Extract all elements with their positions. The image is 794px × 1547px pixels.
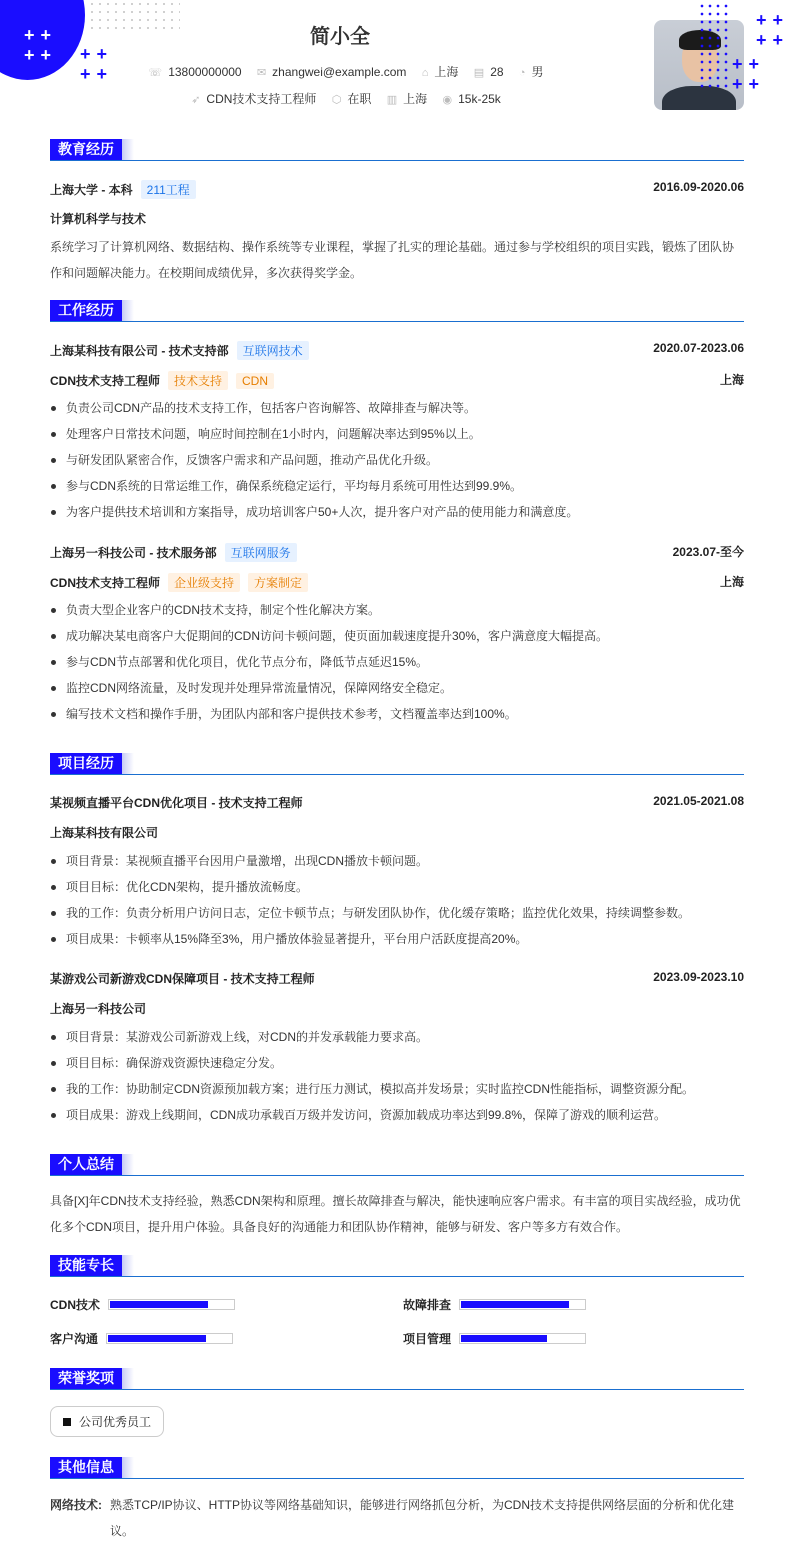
job-role	[50, 371, 744, 390]
list-item: 成功解决某电商客户大促期间的CDN访问卡顿问题，使页面加载速度提升30%，客户满意度大幅提高。	[50, 623, 744, 649]
skill-bar	[108, 1299, 235, 1310]
section-summary	[50, 1154, 744, 1176]
role: CDN技术支持工程师	[50, 576, 160, 590]
list-item: 编写技术文档和操作手册，为团队内部和客户提供技术参考，文档覆盖率达到100%。	[50, 701, 744, 727]
list-item: 参与CDN节点部署和优化项目，优化节点分布，降低节点延迟15%。	[50, 649, 744, 675]
skill-bar	[106, 1333, 233, 1344]
gender-icon: ◔	[518, 67, 526, 79]
candidate-name: 简小全	[310, 26, 370, 48]
age: 28	[490, 65, 504, 79]
city: 上海	[434, 65, 459, 79]
award-item	[50, 1406, 164, 1437]
salary: 15k-25k	[458, 92, 501, 106]
list-item: 项目成果：游戏上线期间，CDN成功承载百万级并发访问，资源加载成功率达到99.8%，保障了游戏的顺利运营。	[50, 1102, 744, 1128]
list-item: 我的工作：协助制定CDN资源预加载方案；进行压力测试，模拟高并发场景；实时监控CDN性能指标，调整资源分配。	[50, 1076, 744, 1102]
list-item: 负责公司CDN产品的技术支持工作，包括客户咨询解答、故障排查与解决等。	[50, 395, 744, 421]
status: 在职	[347, 92, 372, 106]
date: 2016.09-2020.06	[653, 180, 744, 194]
major: 计算机科学与技术	[50, 212, 147, 226]
gender: 男	[531, 65, 544, 79]
list-item: 处理客户日常技术问题，响应时间控制在1小时内，问题解决率达到95%以上。	[50, 421, 744, 447]
section-title: 荣誉奖项	[50, 1368, 122, 1389]
tag: 企业级支持	[168, 573, 240, 592]
section-title: 技能专长	[50, 1255, 122, 1276]
section-projects	[50, 753, 744, 775]
education-header	[50, 180, 744, 199]
tag: 技术支持	[168, 371, 228, 390]
list-item: 项目目标：确保游戏资源快速稳定分发。	[50, 1050, 744, 1076]
education-desc: 系统学习了计算机网络、数据结构、操作系统等专业课程，掌握了扎实的理论基础。通过参与学校组织的项目实践，锻炼了团队协作和问题解决能力。在校期间成绩优异，多次获得奖学金。	[50, 240, 735, 280]
section-education	[50, 139, 744, 161]
other-label: 网络技术:	[50, 1498, 102, 1512]
decor-plus: ++ ++	[24, 25, 58, 65]
tag: CDN	[236, 373, 274, 389]
skill-name: 客户沟通	[50, 1332, 99, 1346]
skill-bar-fill	[461, 1335, 547, 1342]
building-icon: ▥	[386, 94, 398, 106]
section-title: 教育经历	[50, 139, 122, 160]
decor-plus: ++ ++	[80, 44, 114, 84]
project-company: 上海另一科技公司	[50, 1002, 147, 1016]
salary-icon: ◉	[442, 94, 453, 106]
list-item: 我的工作：负责分析用户访问日志，定位卡顿节点；与研发团队协作，优化缓存策略；监控优化效果，持续调整参数。	[50, 900, 744, 926]
project-name: 某视频直播平台CDN优化项目 - 技术支持工程师	[50, 796, 303, 810]
industry-tag: 互联网服务	[225, 543, 297, 562]
list-item: 为客户提供技术培训和方案指导，成功培训客户50+人次，提升客户对产品的使用能力和满意度。	[50, 499, 744, 525]
phone: 13800000000	[168, 65, 242, 79]
section-title: 个人总结	[50, 1154, 122, 1175]
section-other	[50, 1457, 744, 1479]
decor-plus: ++ ++	[756, 10, 790, 50]
skill-item	[403, 1330, 586, 1347]
skill-item	[50, 1330, 233, 1347]
city: 上海	[719, 373, 744, 387]
tag: 方案制定	[248, 573, 308, 592]
skill-bar-fill	[108, 1335, 206, 1342]
square-bullet-icon	[63, 1418, 71, 1426]
award-name: 公司优秀员工	[79, 1415, 152, 1429]
job-duties	[50, 395, 744, 525]
city: 上海	[719, 575, 744, 589]
skill-bar-fill	[110, 1301, 208, 1308]
position: CDN技术支持工程师	[206, 92, 317, 106]
home-icon: ⌂	[421, 67, 429, 79]
project-header	[50, 970, 744, 987]
skill-bar	[459, 1299, 586, 1310]
skill-name: 故障排查	[403, 1298, 452, 1312]
list-item: 与研发团队紧密合作，反馈客户需求和产品问题，推动产品优化升级。	[50, 447, 744, 473]
skill-name: CDN技术	[50, 1298, 100, 1312]
project-name: 某游戏公司新游戏CDN保障项目 - 技术支持工程师	[50, 972, 315, 986]
company: 上海某科技有限公司 - 技术支持部	[50, 344, 229, 358]
skill-bar-fill	[461, 1301, 569, 1308]
skill-item	[50, 1296, 235, 1313]
job-header	[50, 543, 744, 562]
decor-plus: ++ ++	[732, 54, 766, 94]
other-text: 熟悉TCP/IP协议、HTTP协议等网络基础知识，能够进行网络抓包分析，为CDN技术支持提供网络层面的分析和优化建议。	[110, 1498, 735, 1538]
status-icon: ⬡	[331, 94, 342, 106]
target-city: 上海	[403, 92, 428, 106]
job-header	[50, 341, 744, 360]
section-title: 工作经历	[50, 300, 122, 321]
section-title: 其他信息	[50, 1457, 122, 1478]
project-items	[50, 1024, 744, 1128]
list-item: 项目背景：某视频直播平台因用户量激增，出现CDN播放卡顿问题。	[50, 848, 744, 874]
date: 2023.09-2023.10	[653, 970, 744, 984]
phone-icon: ☏	[148, 67, 163, 79]
date: 2020.07-2023.06	[653, 341, 744, 355]
school-tag: 211工程	[141, 180, 196, 199]
section-skills	[50, 1255, 744, 1277]
skill-bar	[459, 1333, 586, 1344]
list-item: 项目背景：某游戏公司新游戏上线，对CDN的并发承载能力要求高。	[50, 1024, 744, 1050]
age-icon: ▤	[473, 67, 485, 79]
list-item: 项目成果：卡顿率从15%降至3%，用户播放体验显著提升，平台用户活跃度提高20%。	[50, 926, 744, 952]
industry-tag: 互联网技术	[237, 341, 309, 360]
project-header	[50, 794, 744, 811]
section-work	[50, 300, 744, 322]
decor-dots	[698, 2, 730, 92]
school: 上海大学 - 本科	[50, 183, 133, 197]
section-awards	[50, 1368, 744, 1390]
send-icon: ➶	[191, 94, 201, 106]
date: 2023.07-至今	[672, 545, 744, 559]
summary-text: 具备[X]年CDN技术支持经验，熟悉CDN架构和原理。擅长故障排查与解决，能快速响应客户需求。有丰富的项目实战经验，成功优化多个CDN项目，提升用户体验。具备良好的沟通能力和团队协作精神，能够与研发、客户等多方有效合作。	[50, 1194, 741, 1234]
email-icon: ✉	[256, 67, 267, 79]
skill-item	[403, 1296, 586, 1313]
skill-name: 项目管理	[403, 1332, 452, 1346]
project-company: 上海某科技有限公司	[50, 826, 159, 840]
list-item: 项目目标：优化CDN架构，提升播放流畅度。	[50, 874, 744, 900]
list-item: 负责大型企业客户的CDN技术支持，制定个性化解决方案。	[50, 597, 744, 623]
job-role	[50, 573, 744, 592]
email: zhangwei@example.com	[272, 65, 407, 79]
job-duties	[50, 597, 744, 727]
section-title: 项目经历	[50, 753, 122, 774]
list-item: 参与CDN系统的日常运维工作，确保系统稳定运行，平均每月系统可用性达到99.9%。	[50, 473, 744, 499]
contact-row	[0, 63, 680, 80]
role: CDN技术支持工程师	[50, 374, 160, 388]
intent-row	[0, 90, 680, 107]
company: 上海另一科技公司 - 技术服务部	[50, 546, 217, 560]
list-item: 监控CDN网络流量，及时发现并处理异常流量情况，保障网络安全稳定。	[50, 675, 744, 701]
project-items	[50, 848, 744, 952]
other-info	[50, 1492, 744, 1544]
date: 2021.05-2021.08	[653, 794, 744, 808]
